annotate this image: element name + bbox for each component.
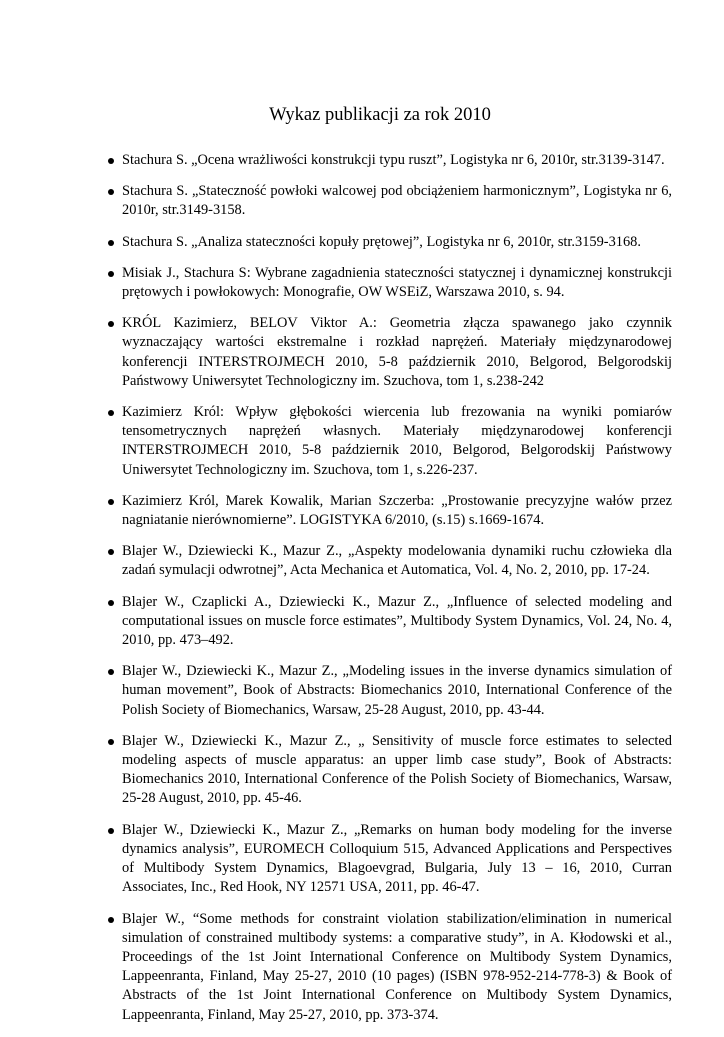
list-item: Blajer W., Dziewiecki K., Mazur Z., „Modeling issues in the inverse dynamics simulation of human movement”, Book of Abstracts: Biomechanics 2010, International Conference of the Polish Society of Biomechanics, Warsaw, 25-28 August, 2010, pp. 43-44. (102, 662, 672, 720)
list-item: Misiak J., Stachura S: Wybrane zagadnienia stateczności statycznej i dynamicznej konstrukcji prętowych i powłokowych: Monografie, OW WSEiZ, Warszawa 2010, s. 94. (102, 264, 672, 302)
list-item: Stachura S. „Analiza stateczności kopuły prętowej”, Logistyka nr 6, 2010r, str.3159-3168. (102, 233, 672, 252)
publication-list (102, 151, 672, 1037)
list-item: Blajer W., Czaplicki A., Dziewiecki K., Mazur Z., „Influence of selected modeling and computational issues on muscle force estimates”, Multibody System Dynamics, Vol. 24, No. 4, 2010, pp. 473–492. (102, 593, 672, 651)
list-item: Blajer W., “Some methods for constraint violation stabilization/elimination in numerical simulation of constrained multibody systems: a comparative study”, in A. Kłodowski et al., Proceedings of the 1st Joint International Conference on Multibody System Dynamics, Lappeenranta, Finland, May 25-27, 2010 (10 pages) (ISBN 978-952-214-778-3) & Book of Abstracts of the 1st Joint International Conference on Multibody System Dynamics, Lappeenranta, Finland, May 25-27, 2010, pp. 373-374. (102, 910, 672, 1025)
list-item: Kazimierz Król, Marek Kowalik, Marian Szczerba: „Prostowanie precyzyjne wałów przez nagniatanie nierównomierne”. LOGISTYKA 6/2010, (s.15) s.1669-1674. (102, 492, 672, 530)
list-item: KRÓL Kazimierz, BELOV Viktor A.: Geometria złącza spawanego jako czynnik wyznaczający wartości ekstremalne i rozkład naprężeń. Materiały międzynarodowej konferencji INTERSTROJMECH 2010, 5-8 październik 2010, Belgorod, Belgorodskij Państwowy Uniwersytet Technologiczny im. Szuchova, tom 1, s.238-242 (102, 314, 672, 391)
list-item: Kazimierz Król: Wpływ głębokości wiercenia lub frezowania na wyniki pomiarów tensometrycznych naprężeń własnych. Materiały międzynarodowej konferencji INTERSTROJMECH 2010, 5-8 październik 2010, Belgorod, Belgorodskij Państwowy Uniwersytet Technologiczny im. Szuchova, tom 1, s.226-237. (102, 403, 672, 480)
page-title: Wykaz publikacji za rok 2010 (269, 105, 491, 125)
list-item: Stachura S. „Ocena wrażliwości konstrukcji typu ruszt”, Logistyka nr 6, 2010r, str.3139-3147. (102, 151, 672, 170)
list-item: Blajer W., Dziewiecki K., Mazur Z., „Aspekty modelowania dynamiki ruchu człowieka dla zadań symulacji odwrotnej”, Acta Mechanica et Automatica, Vol. 4, No. 2, 2010, pp. 17-24. (102, 542, 672, 580)
list-item: Blajer W., Dziewiecki K., Mazur Z., „Remarks on human body modeling for the inverse dynamics analysis”, EUROMECH Colloquium 515, Advanced Applications and Perspectives of Multibody System Dynamics, Blagoevgrad, Bulgaria, July 13 – 16, 2010, Curran Associates, Inc., Red Hook, NY 12571 USA, 2011, pp. 46-47. (102, 821, 672, 898)
list-item: Blajer W., Dziewiecki K., Mazur Z., „ Sensitivity of muscle force estimates to selected modeling aspects of muscle apparatus: an upper limb case study”, Book of Abstracts: Biomechanics 2010, International Conference of the Polish Society of Biomechanics, Warsaw, 25-28 August, 2010, pp. 45-46. (102, 732, 672, 809)
list-item: Stachura S. „Stateczność powłoki walcowej pod obciążeniem harmonicznym”, Logistyka nr 6, 2010r, str.3149-3158. (102, 182, 672, 220)
